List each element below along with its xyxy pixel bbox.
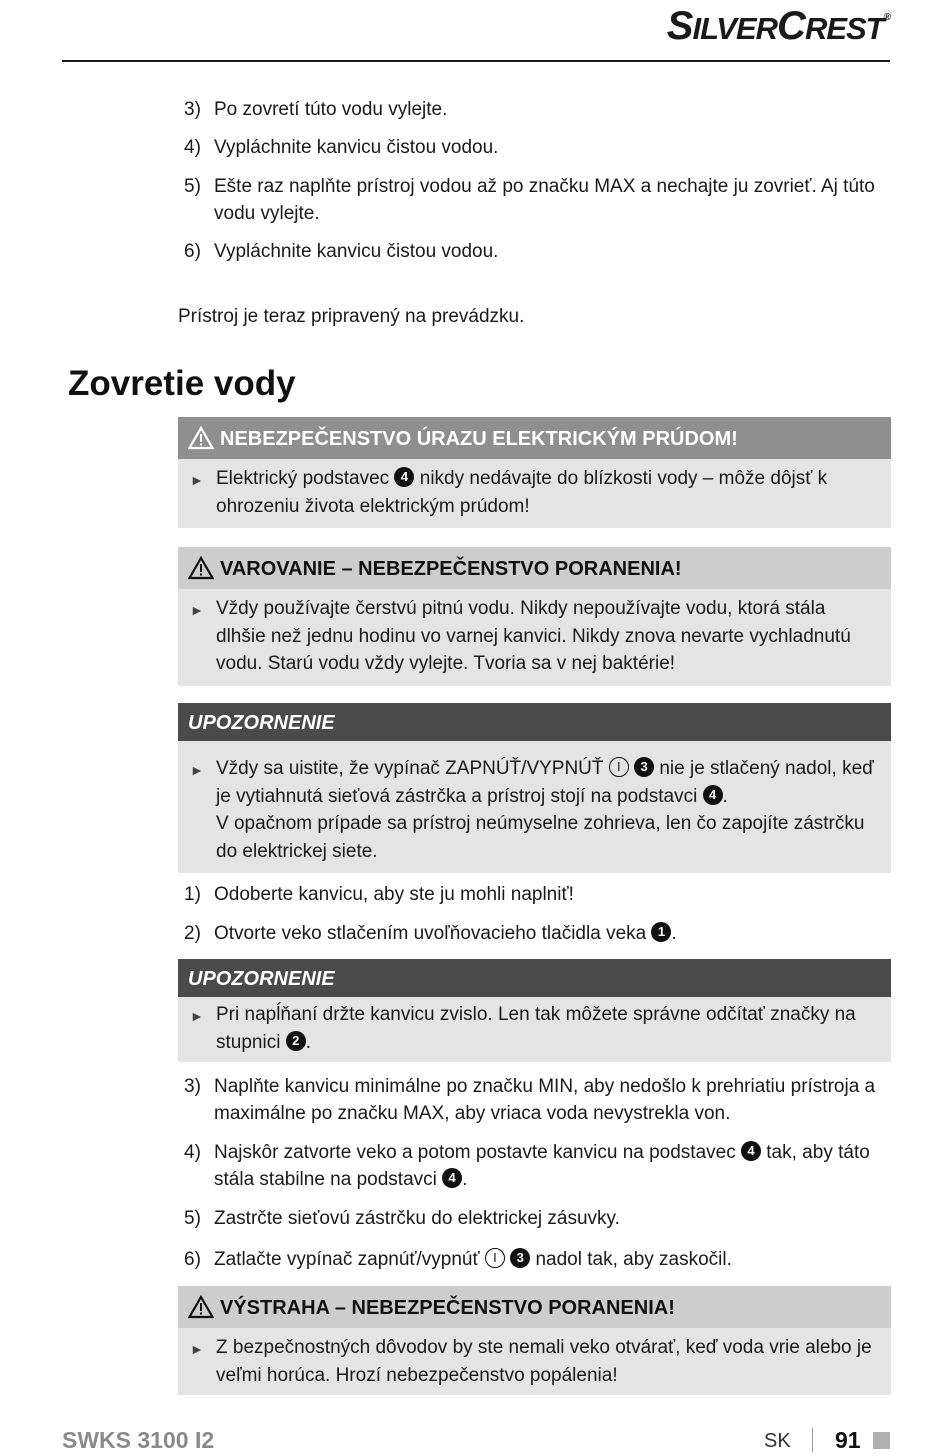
bullet-arrow-icon: ►: [190, 1008, 204, 1024]
note-box-title: UPOZORNENIE: [178, 703, 891, 741]
ref-number: 4: [741, 1141, 761, 1161]
caution-box-title: VÝSTRAHA – NEBEZPEČENSTVO PORANENIA!: [178, 1286, 891, 1328]
warning-box-title: VAROVANIE – NEBEZPEČENSTVO PORANENIA!: [178, 547, 891, 589]
ref-number: 2: [286, 1031, 306, 1051]
bullet-arrow-icon: ►: [190, 762, 204, 778]
note-box-body: ► Pri napĺňaní držte kanvicu zvislo. Len tak môžete správne odčítať značky na stupnici 2 .: [190, 1004, 856, 1053]
ref-number: 3: [634, 757, 654, 777]
danger-box-title: NEBEZPEČENSTVO ÚRAZU ELEKTRICKÝM PRÚDOM!: [178, 417, 891, 459]
danger-box: [178, 417, 891, 528]
page-number: 91: [835, 1427, 861, 1453]
power-switch-symbol: I: [609, 757, 629, 777]
section-title: Zovretie vody: [68, 364, 296, 403]
ref-number: 3: [510, 1248, 530, 1268]
footer-model: SWKS 3100 I2: [62, 1427, 215, 1453]
bullet-arrow-icon: ►: [190, 472, 204, 488]
ref-number: 4: [703, 785, 723, 805]
caution-box-body: ► Z bezpečnostných dôvodov by ste nemali veko otvárať, keď voda vrie alebo je veľmi horúca. Hrozí nebezpečenstvo popálenia!: [190, 1337, 872, 1386]
danger-box-body: ► Elektrický podstavec 4 nikdy nedávajte do blízkosti vody – môže dôjsť k ohrozeniu života elektrickým prúdom!: [190, 468, 828, 517]
bullet-arrow-icon: ►: [190, 602, 204, 618]
bullet-arrow-icon: ►: [190, 1341, 204, 1357]
warning-triangle-icon: [188, 1295, 214, 1319]
caution-box: [178, 1286, 891, 1395]
note-box: [178, 703, 891, 873]
note-box-body: ► Vždy sa uistite, že vypínač ZAPNÚŤ/VYPNÚŤ I 3 nie je stlačený nadol, keď je vytiahnutá sieťová zástrčka a prístroj stojí na podstavci 4 . V opačnom prípade sa prístroj neúmyselne zohrieva, len čo zapojíte zástrčku do elektrickej siete.: [190, 758, 874, 862]
warning-box-body: ► Vždy používajte čerstvú pitnú vodu. Nikdy nepoužívajte vodu, ktorá stála dlhšie než jednu hodinu vo varnej kanvici. Nikdy znova nevarte vychladnutú vodu. Starú vodu vždy vylejte. Tvoria sa v nej baktérie!: [190, 598, 851, 674]
warning-triangle-icon: [188, 426, 214, 450]
header-rule: [62, 60, 890, 62]
note-box: [178, 959, 891, 1062]
footer-divider: [812, 1428, 813, 1452]
footer-square-icon: [873, 1432, 890, 1449]
brand-logo: SILVERCREST®: [666, 4, 890, 48]
note-box-title: UPOZORNENIE: [178, 959, 891, 997]
footer-language: SK: [764, 1430, 791, 1452]
warning-triangle-icon: [188, 556, 214, 580]
ref-number: 1: [651, 922, 671, 942]
ref-number: 4: [394, 467, 414, 487]
warning-box: [178, 547, 891, 686]
ref-number: 4: [442, 1168, 462, 1188]
ready-text: Prístroj je teraz pripravený na prevádzku.: [178, 306, 525, 327]
power-switch-symbol: I: [485, 1248, 505, 1268]
